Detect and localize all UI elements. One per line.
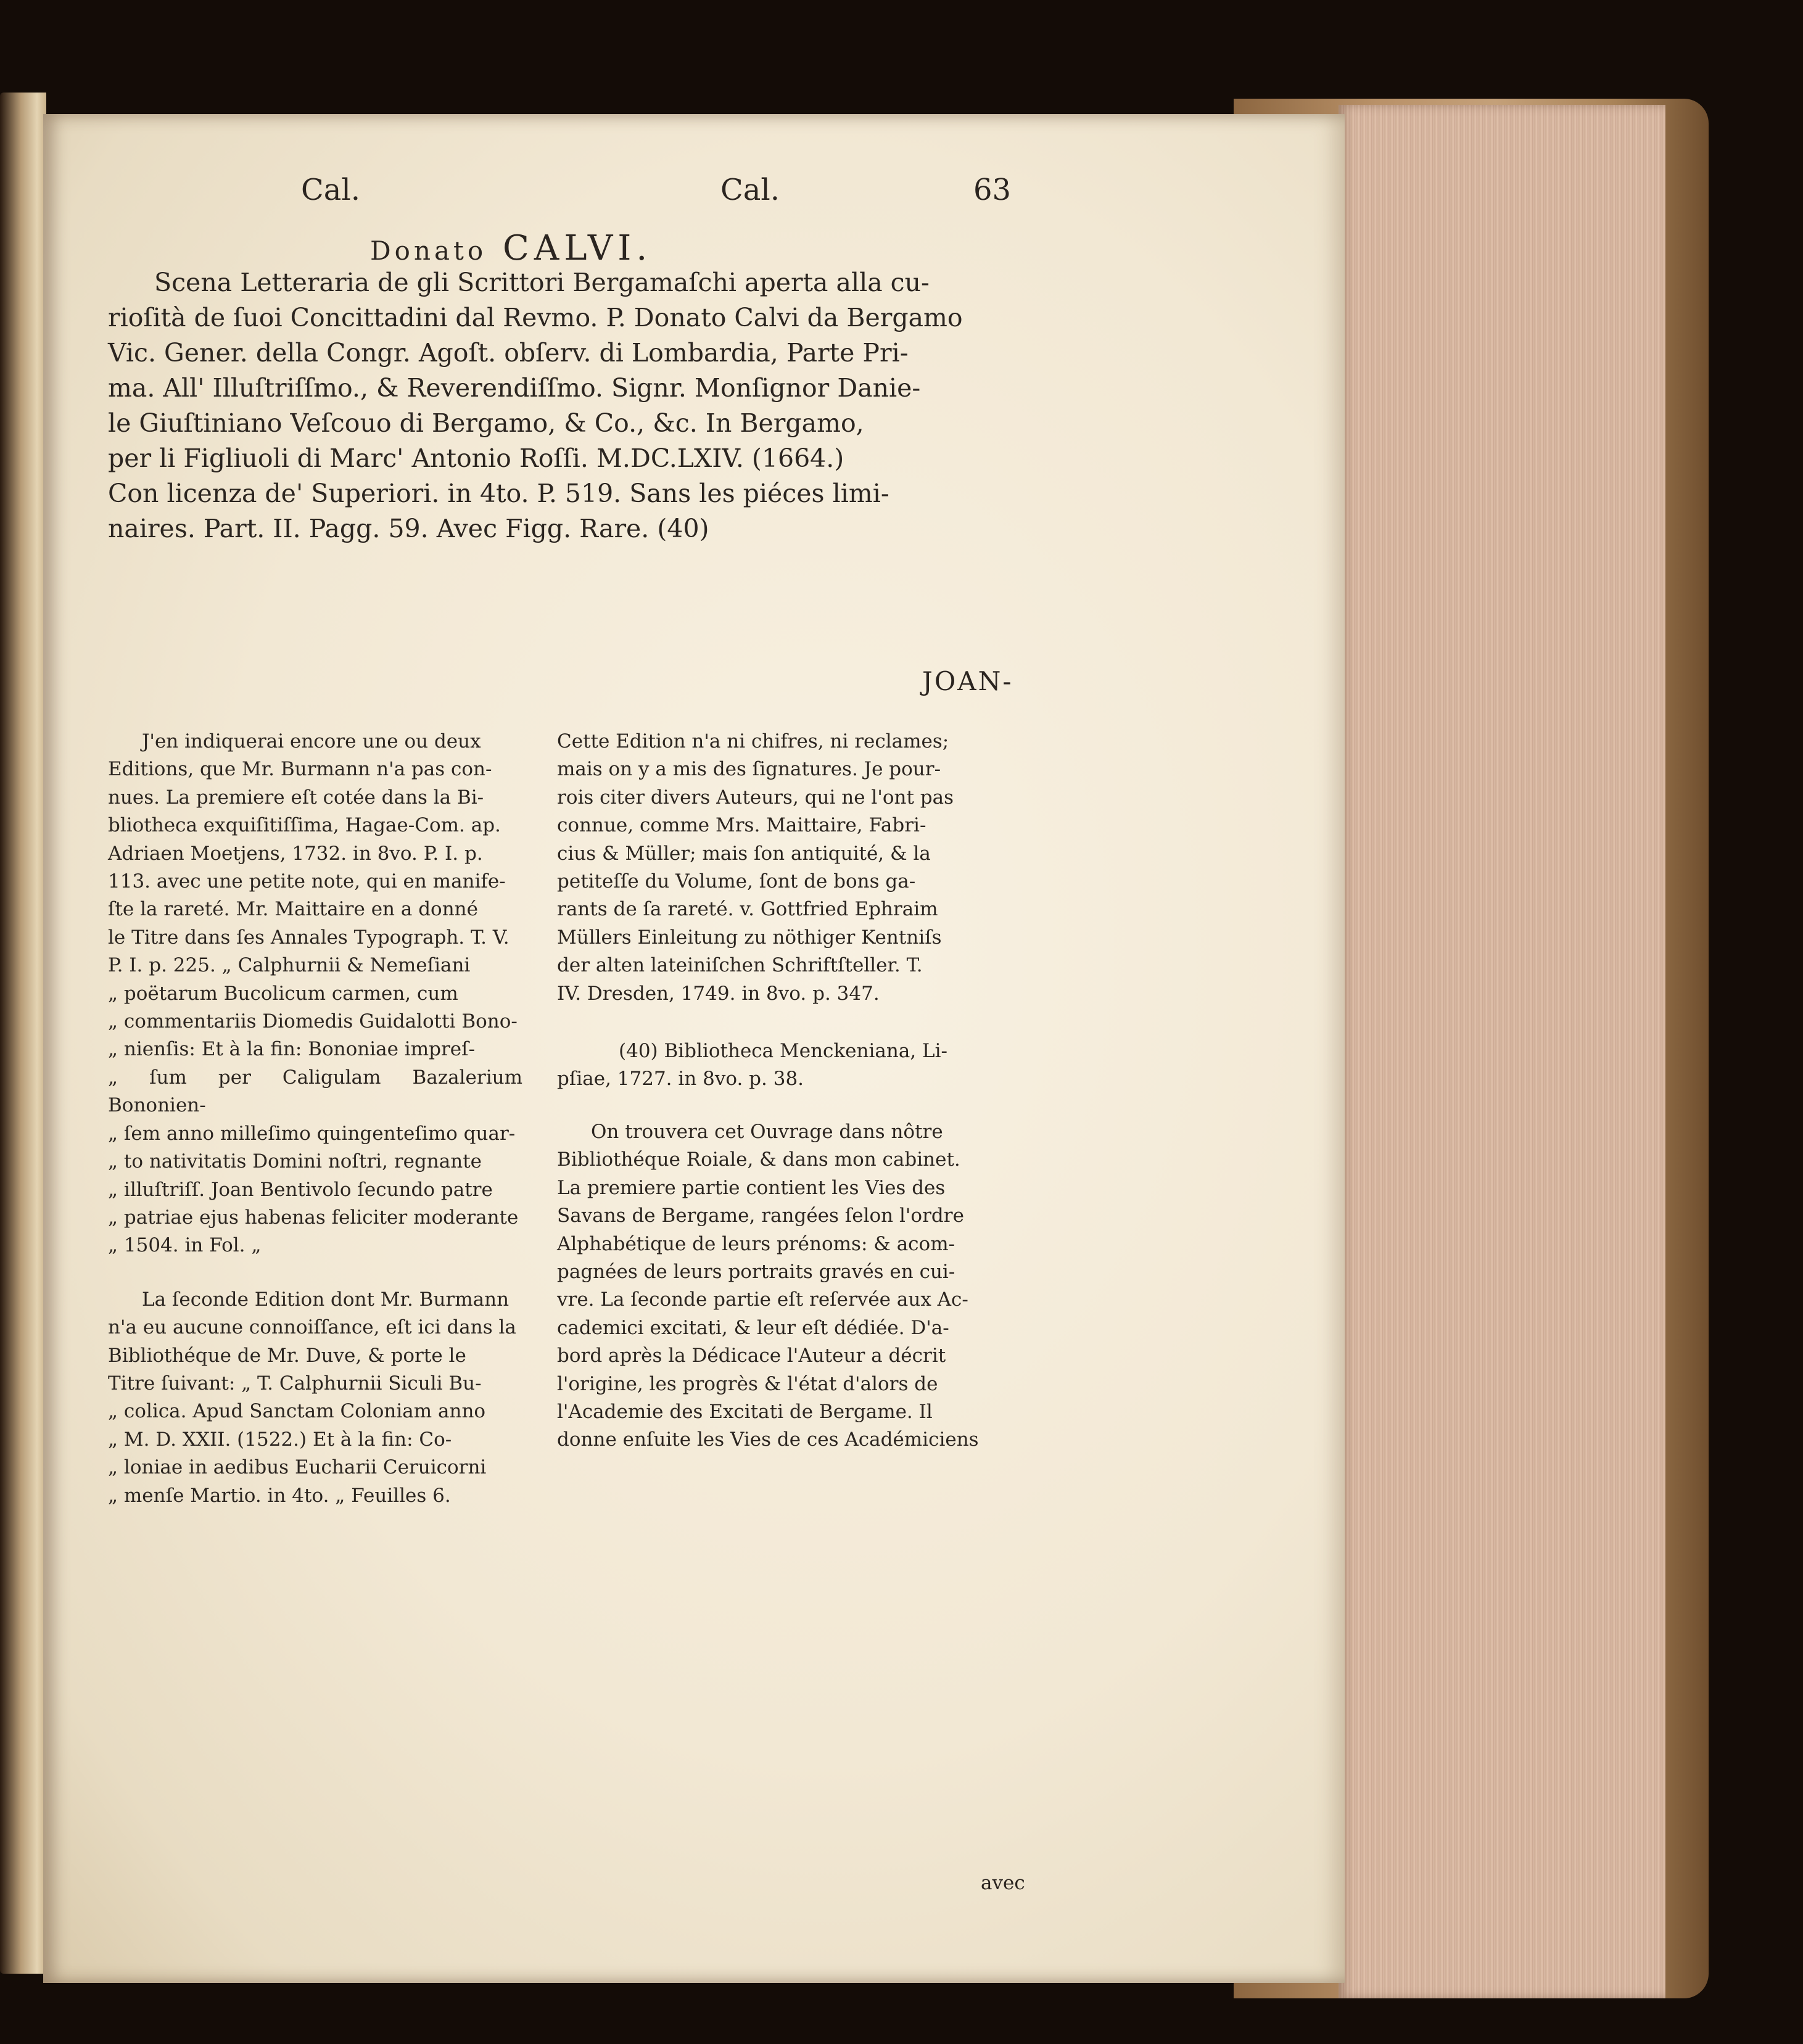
footnote — [557, 1037, 1010, 1094]
text-line: l'origine, les progrès & l'état d'alors de — [557, 1372, 938, 1395]
text-line: der alten lateiniſchen Schriftſteller. T. — [557, 954, 923, 977]
text-line: rants de ſa rareté. v. Gottfried Ephraim — [557, 898, 938, 921]
text-line: mais on y a mis des ſignatures. Je pour- — [557, 758, 941, 781]
catchword-entry: JOAN- — [922, 666, 1013, 696]
entry-line: ma. All' Illuſtriſſmo., & Reverendiſſmo. Signr. Monſignor Danie- — [108, 373, 921, 403]
paragraph — [557, 1118, 1010, 1454]
text-line: „ to nativitatis Domini noſtri, regnante — [108, 1150, 482, 1173]
text-line: La ſeconde Edition dont Mr. Burmann — [142, 1288, 510, 1311]
text-line: Editions, que Mr. Burmann n'a pas con- — [108, 758, 492, 781]
text-line: „ commentariis Diomedis Guidalotti Bono- — [108, 1010, 518, 1033]
text-line: P. I. p. 225. „ Calphurnii & Nemeſiani — [108, 954, 471, 977]
text-line: 113. avec une petite note, qui en manife- — [108, 870, 506, 893]
paragraph — [557, 728, 1010, 1008]
text-line: Savans de Bergame, rangées ſelon l'ordre — [557, 1205, 964, 1227]
text-line: Alphabétique de leurs prénoms: & acom- — [557, 1232, 955, 1255]
paragraph — [108, 728, 522, 1260]
text-line: IV. Dresden, 1749. in 8vo. p. 347. — [557, 982, 880, 1005]
text-line: cius & Müller; mais ſon antiquité, & la — [557, 842, 931, 865]
facing-page-edge — [0, 93, 46, 1974]
entry-line: Scena Letteraria de gli Scrittori Bergamaſchi aperta alla cu- — [154, 268, 930, 297]
text-line: petiteſſe du Volume, ſont de bons ga- — [557, 870, 916, 893]
text-line: „ poëtarum Bucolicum carmen, cum — [108, 982, 458, 1005]
text-line: „ loniae in aedibus Eucharii Ceruicorni — [108, 1456, 487, 1479]
text-line: nues. La premiere eſt cotée dans la Bi- — [108, 786, 484, 809]
catchword-page: avec — [981, 1872, 1025, 1894]
entry-line: rioſità de ſuoi Concittadini dal Revmo. P. Donato Calvi da Bergamo — [108, 303, 963, 332]
entry-heading — [370, 228, 652, 268]
footnote-line: (40) Bibliotheca Menckeniana, Li- — [619, 1040, 948, 1063]
text-line: Cette Edition n'a ni chifres, ni reclames; — [557, 730, 949, 752]
text-line: vre. La ſeconde partie eſt reſervée aux Ac- — [557, 1288, 968, 1311]
text-line: donne enſuite les Vies de ces Académiciens — [557, 1428, 979, 1451]
text-line: Bibliothéque de Mr. Duve, & porte le — [108, 1344, 466, 1367]
text-line: „ nienſis: Et à la fin: Bononiae impreſ- — [108, 1038, 476, 1061]
entry-line: per li Figliuoli di Marc' Antonio Roſſi. M.DC.LXIV. (1664.) — [108, 443, 844, 473]
text-line: pagnées de leurs portraits gravés en cui- — [557, 1260, 955, 1283]
text-line: bord après la Dédicace l'Auteur a décrit — [557, 1345, 946, 1367]
text-line: „ 1504. in Fol. „ — [108, 1234, 262, 1257]
text-line: „ illuſtriſſ. Joan Bentivolo ſecundo patre — [108, 1178, 493, 1201]
entry-line: Con licenza de' Superiori. in 4to. P. 519. Sans les piéces limi- — [108, 479, 889, 508]
text-line: connue, comme Mrs. Maittaire, Fabri- — [557, 814, 926, 837]
entry-line: naires. Part. II. Pagg. 59. Avec Figg. Rare. (40) — [108, 514, 709, 543]
text-line: ſte la rareté. Mr. Maittaire en a donné — [108, 898, 478, 921]
text-line: cademici excitati, & leur eſt dédiée. D'a- — [557, 1316, 949, 1339]
text-line: „ menſe Martio. in 4to. „ Feuilles 6. — [108, 1484, 451, 1507]
footnote-line: pſiae, 1727. in 8vo. p. 38. — [557, 1068, 804, 1090]
text-line: n'a eu aucune connoiſſance, eſt ici dans la — [108, 1316, 516, 1339]
text-line: „ ſem anno milleſimo quingenteſimo quar- — [108, 1122, 516, 1145]
text-line: „ M. D. XXII. (1522.) Et à la fin: Co- — [108, 1428, 452, 1451]
entry-line: le Giuſtiniano Veſcouo di Bergamo, & Co., &c. In Bergamo, — [108, 408, 864, 438]
entry-line: Vic. Gener. della Congr. Agoſt. obſerv. di Lombardia, Parte Pri- — [108, 338, 909, 368]
text-line: „ patriae ejus habenas feliciter moderante — [108, 1206, 519, 1229]
text-line: le Titre dans ſes Annales Typograph. T. V. — [108, 926, 510, 949]
text-line: Müllers Einleitung zu nöthiger Kentniſs — [557, 926, 942, 949]
page-number: 63 — [973, 173, 1012, 207]
running-head-left: Cal. — [301, 173, 360, 207]
text-line: Titre ſuivant: „ T. Calphurnii Siculi Bu- — [108, 1372, 482, 1395]
text-line: „ ſum per Caligulam Bazalerium Bononien- — [108, 1066, 522, 1117]
left-column — [108, 728, 522, 1510]
text-line: La premiere partie contient les Vies des — [557, 1176, 946, 1199]
paragraph — [108, 1286, 522, 1510]
text-line: Adriaen Moetjens, 1732. in 8vo. P. I. p. — [108, 842, 483, 865]
text-line: l'Academie des Excitati de Bergame. Il — [557, 1400, 933, 1423]
author-first-name: Donato — [370, 236, 487, 266]
text-line: Bibliothéque Roiale, & dans mon cabinet. — [557, 1148, 960, 1171]
running-head-center: Cal. — [720, 173, 780, 207]
bibliographic-entry — [108, 265, 1009, 546]
text-line: bliotheca exquiſitiſſima, Hagae-Com. ap. — [108, 814, 501, 837]
text-line: rois citer divers Auteurs, qui ne l'ont pas — [557, 786, 954, 809]
text-block-edge — [1339, 105, 1665, 1998]
text-line: J'en indiquerai encore une ou deux — [142, 730, 481, 752]
author-last-name: CALVI. — [503, 228, 653, 268]
text-line: „ colica. Apud Sanctam Coloniam anno — [108, 1400, 486, 1423]
text-line: On trouvera cet Ouvrage dans nôtre — [591, 1120, 943, 1143]
right-column — [557, 728, 1010, 1454]
